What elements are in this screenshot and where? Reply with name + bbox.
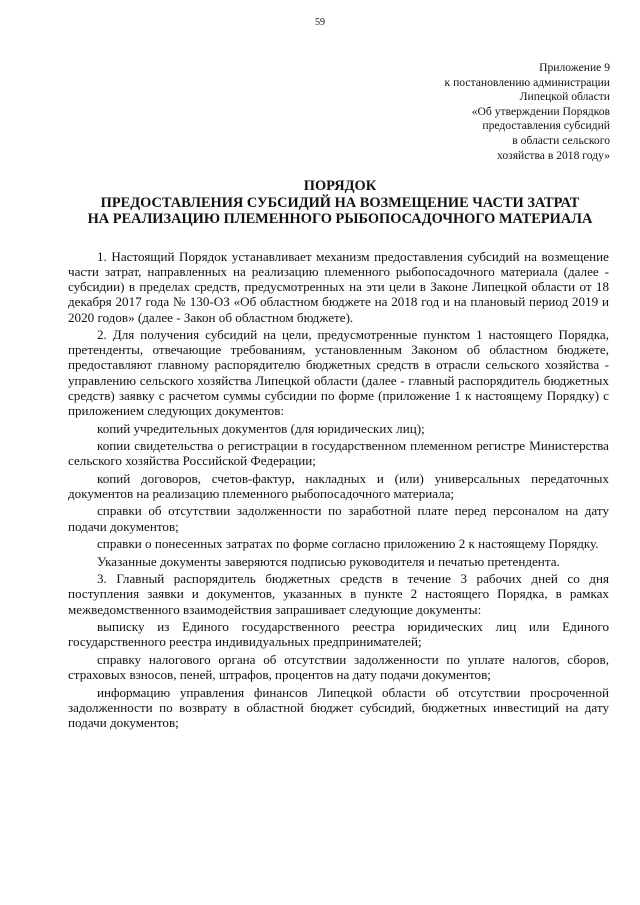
list-item-registry-extract: выписку из Единого государственного реестра юридических лиц или Единого государственного реестра индивидуальных предпринимателей; [68, 619, 609, 650]
page-number: 59 [315, 17, 325, 28]
title-line-3: НА РЕАЛИЗАЦИЮ ПЛЕМЕННОГО РЫБОПОСАДОЧНОГО МАТЕРИАЛА [87, 211, 593, 228]
list-item-finance-info: информацию управления финансов Липецкой области об отсутствии просроченной задолженности по возврату в областной бюджет субсидий, бюджетных инвестиций на дату подачи документов; [68, 684, 609, 730]
title-line-1: ПОРЯДОК [303, 178, 377, 194]
appendix-line: хозяйства в 2018 году» [496, 148, 610, 162]
appendix-line: к постановлению администрации [444, 75, 610, 89]
document-body [68, 249, 609, 730]
list-item-tax-certificate: справку налогового органа об отсутствии задолженности по уплате налогов, сборов, страховых взносов, пеней, штрафов, процентов на дату подачи документов; [68, 651, 609, 682]
appendix-line: предоставления субсидий [482, 119, 610, 133]
list-item-salary-certificate: справки об отсутствии задолженности по заработной плате перед персоналом на дату подачи документов; [68, 503, 609, 534]
document-title [60, 178, 620, 228]
list-item-costs-certificate: справки о понесенных затратах по форме согласно приложению 2 к настоящему Порядку. [97, 536, 599, 552]
appendix-line: в области сельского [512, 133, 610, 147]
appendix-line: Липецкой области [519, 90, 610, 104]
list-item-founding-docs: копий учредительных документов (для юридических лиц); [97, 420, 425, 436]
paragraph-1: 1. Настоящий Порядок устанавливает механизм предоставления субсидий на возмещение части затрат, направленных на реализацию племенного рыбопосадочного материала (далее - субсидии) в пределах средств, предусмотренных на эти цели в Законе Липецкой области от 18 декабря 2017 года № 130-ОЗ «Об областном бюджете на 2018 год и на плановый период 2019 и 2020 годов» (далее - Закон об областном бюджете). [68, 249, 609, 325]
paragraph-2: 2. Для получения субсидий на цели, предусмотренные пунктом 1 настоящего Порядка, претенденты, отвечающие требованиям, установленным Законом об областном бюджете, предоставляют главному распорядителю бюджетных средств в отрасли сельского хозяйства - управлению сельского хозяйства Липецкой области (далее - главный распорядитель бюджетных средств) заявку с расчетом суммы субсидии по форме (приложение 1 к настоящему Порядку) с приложением следующих документов: [68, 327, 609, 418]
paragraph-certification: Указанные документы заверяются подписью руководителя и печатью претендента. [97, 553, 560, 569]
list-item-registry-certificate: копии свидетельства о регистрации в государственном племенном регистре Министерства сельского хозяйства Российской Федерации; [68, 438, 609, 469]
appendix-header [310, 61, 610, 163]
title-line-2: ПРЕДОСТАВЛЕНИЯ СУБСИДИЙ НА ВОЗМЕЩЕНИЕ ЧАСТИ ЗАТРАТ [100, 194, 580, 211]
list-item-contracts: копий договоров, счетов-фактур, накладных и (или) универсальных передаточных документов на реализацию племенного рыбопосадочного материала; [68, 470, 609, 501]
appendix-line: «Об утверждении Порядков [471, 104, 610, 118]
appendix-line: Приложение 9 [539, 61, 610, 74]
paragraph-3: 3. Главный распорядитель бюджетных средств в течение 3 рабочих дней со дня поступления заявки и документов, указанных в пункте 2 настоящего Порядка, в рамках межведомственного взаимодействия запрашивает следующие документы: [68, 571, 609, 617]
